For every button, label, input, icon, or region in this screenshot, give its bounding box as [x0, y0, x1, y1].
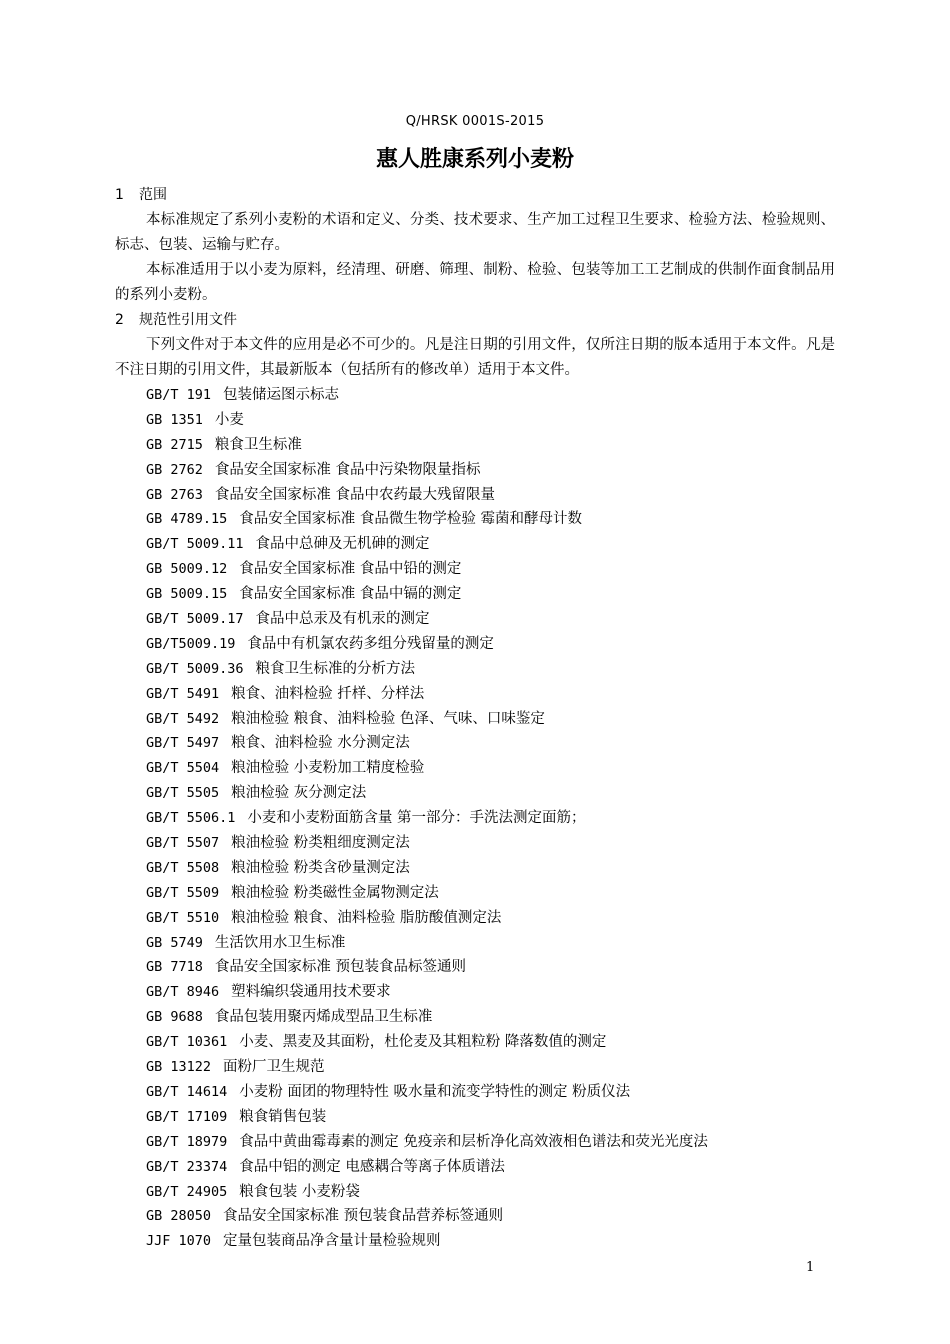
- reference-code: GB/T5009.19: [146, 635, 236, 652]
- reference-item: [115, 582, 835, 607]
- reference-name: 生活饮用水卫生标准: [214, 934, 346, 951]
- reference-code: GB/T 5009.11: [146, 536, 244, 553]
- reference-name: 食品安全国家标准 食品微生物学检验 霉菌和酵母计数: [239, 511, 582, 528]
- reference-code: GB/T 5509: [146, 884, 220, 901]
- reference-list: [115, 383, 835, 1254]
- document-code: Q/HRSK 0001S-2015: [405, 114, 545, 129]
- reference-name: 粮食、油料检验 扦样、分样法: [231, 685, 425, 702]
- reference-item: [115, 931, 835, 956]
- paragraph: 本标准适用于以小麦为原料，经清理、研磨、筛理、制粉、检验、包装等加工工艺制成的供制作面食制品用的系列小麦粉。: [115, 262, 835, 303]
- reference-name: 食品安全国家标准 食品中镉的测定: [239, 586, 462, 603]
- reference-code: GB/T 5009.17: [146, 611, 244, 628]
- reference-name: 食品中铝的测定 电感耦合等离子体质谱法: [239, 1158, 505, 1175]
- reference-name: 食品中有机氯农药多组分残留量的测定: [247, 635, 494, 652]
- document-body: [115, 183, 835, 1254]
- reference-item: [115, 881, 835, 906]
- reference-name: 食品安全国家标准 食品中污染物限量指标: [214, 461, 481, 478]
- reference-code: GB 7718: [146, 959, 203, 976]
- reference-item: [115, 1180, 835, 1205]
- reference-item: [115, 980, 835, 1005]
- reference-code: GB/T 10361: [146, 1034, 228, 1051]
- reference-item: [115, 483, 835, 508]
- reference-code: GB 28050: [146, 1208, 212, 1225]
- reference-code: GB/T 14614: [146, 1083, 228, 1100]
- section-title: 规范性引用文件: [139, 312, 237, 328]
- document-title: 惠人胜康系列小麦粉: [375, 147, 574, 172]
- reference-item: [115, 408, 835, 433]
- reference-name: 小麦粉 面团的物理特性 吸水量和流变学特性的测定 粉质仪法: [239, 1083, 631, 1100]
- reference-code: GB/T 5510: [146, 909, 220, 926]
- reference-code: GB 5749: [146, 934, 203, 951]
- reference-name: 粮食、油料检验 水分测定法: [231, 735, 410, 752]
- reference-name: 食品安全国家标准 预包装食品标签通则: [214, 959, 467, 976]
- reference-code: GB/T 5009.36: [146, 660, 244, 677]
- reference-name: 包装储运图示标志: [223, 387, 340, 403]
- reference-code: GB/T 5492: [146, 710, 220, 727]
- reference-code: JJF 1070: [146, 1233, 212, 1250]
- reference-item: [115, 1204, 835, 1229]
- reference-name: 粮食包装 小麦粉袋: [239, 1183, 360, 1200]
- reference-name: 食品包装用聚丙烯成型品卫生标准: [214, 1009, 433, 1026]
- reference-code: GB/T 5504: [146, 760, 220, 777]
- section-heading-scope: [115, 183, 835, 208]
- reference-name: 粮食销售包装: [239, 1108, 327, 1125]
- reference-code: GB/T 24905: [146, 1183, 228, 1200]
- reference-code: GB 9688: [146, 1009, 203, 1026]
- reference-item: [115, 657, 835, 682]
- reference-item: [115, 856, 835, 881]
- reference-name: 小麦: [214, 411, 244, 428]
- reference-code: GB 13122: [146, 1059, 212, 1076]
- reference-code: GB/T 5505: [146, 785, 220, 802]
- reference-name: 粮食卫生标准的分析方法: [255, 660, 416, 677]
- reference-name: 食品中总汞及有机汞的测定: [255, 611, 430, 628]
- reference-item: [115, 1005, 835, 1030]
- reference-name: 食品安全国家标准 食品中农药最大残留限量: [214, 486, 496, 503]
- reference-name: 小麦和小麦粉面筋含量 第一部分：手洗法测定面筋；: [247, 810, 586, 827]
- reference-item: [115, 731, 835, 756]
- reference-name: 小麦、黑麦及其面粉，杜伦麦及其粗粒粉 降落数值的测定: [239, 1034, 607, 1051]
- reference-item: [115, 1229, 835, 1254]
- reference-item: [115, 1080, 835, 1105]
- reference-code: GB 2763: [146, 486, 203, 503]
- reference-name: 粮食卫生标准: [214, 436, 302, 453]
- reference-item: [115, 806, 835, 831]
- reference-item: [115, 707, 835, 732]
- reference-item: [115, 682, 835, 707]
- reference-item: [115, 557, 835, 582]
- reference-item: [115, 383, 835, 408]
- reference-code: GB/T 5497: [146, 735, 220, 752]
- reference-name: 粮油检验 粮食、油料检验 色泽、气味、口味鉴定: [231, 710, 545, 727]
- reference-code: GB 2715: [146, 436, 203, 453]
- reference-code: GB/T 18979: [146, 1133, 228, 1150]
- reference-name: 塑料编织袋通用技术要求: [231, 984, 391, 1001]
- reference-item: [115, 607, 835, 632]
- reference-code: GB/T 5508: [146, 859, 220, 876]
- reference-item: [115, 632, 835, 657]
- reference-name: 食品中总砷及无机砷的测定: [255, 536, 430, 553]
- reference-name: 粮油检验 灰分测定法: [231, 785, 367, 802]
- reference-name: 粮油检验 小麦粉加工精度检验: [231, 760, 425, 777]
- reference-code: GB 4789.15: [146, 511, 228, 528]
- reference-code: GB 5009.12: [146, 561, 228, 578]
- reference-code: GB/T 5506.1: [146, 810, 236, 827]
- reference-code: GB 1351: [146, 411, 203, 428]
- reference-name: 粮油检验 粮食、油料检验 脂肪酸值测定法: [231, 909, 502, 926]
- reference-name: 面粉厂卫生规范: [223, 1059, 325, 1076]
- reference-name: 食品中黄曲霉毒素的测定 免疫亲和层析净化高效液相色谱法和荧光光度法: [239, 1133, 708, 1150]
- reference-code: GB/T 23374: [146, 1158, 228, 1175]
- reference-item: [115, 1030, 835, 1055]
- paragraph: 下列文件对于本文件的应用是必不可少的。凡是注日期的引用文件，仅所注日期的版本适用于本文件。凡是不注日期的引用文件，其最新版本（包括所有的修改单）适用于本文件。: [115, 337, 835, 378]
- reference-item: [115, 532, 835, 557]
- reference-name: 定量包装商品净含量计量检验规则: [223, 1233, 441, 1250]
- page-number: 1: [806, 1260, 815, 1275]
- reference-name: 粮油检验 粉类粗细度测定法: [231, 835, 410, 852]
- reference-code: GB/T 5507: [146, 835, 220, 852]
- reference-code: GB/T 191: [146, 387, 212, 403]
- reference-name: 食品安全国家标准 预包装食品营养标签通则: [223, 1208, 504, 1225]
- section-heading-normative-references: [115, 308, 835, 333]
- section-number: 1: [115, 187, 124, 203]
- paragraph: 本标准规定了系列小麦粉的术语和定义、分类、技术要求、生产加工过程卫生要求、检验方法、检验规则、标志、包装、运输与贮存。: [115, 212, 835, 253]
- reference-code: GB/T 8946: [146, 984, 220, 1001]
- reference-item: [115, 433, 835, 458]
- reference-code: GB/T 17109: [146, 1108, 228, 1125]
- reference-code: GB 2762: [146, 461, 203, 478]
- reference-item: [115, 507, 835, 532]
- reference-name: 粮油检验 粉类磁性金属物测定法: [231, 884, 439, 901]
- reference-item: [115, 781, 835, 806]
- section-title: 范围: [139, 187, 167, 203]
- reference-item: [115, 1155, 835, 1180]
- reference-item: [115, 955, 835, 980]
- reference-item: [115, 756, 835, 781]
- reference-code: GB/T 5491: [146, 685, 220, 702]
- reference-item: [115, 831, 835, 856]
- reference-name: 食品安全国家标准 食品中铅的测定: [239, 561, 462, 578]
- reference-name: 粮油检验 粉类含砂量测定法: [231, 859, 410, 876]
- reference-item: [115, 1055, 835, 1080]
- section-number: 2: [115, 312, 124, 328]
- reference-item: [115, 458, 835, 483]
- reference-item: [115, 906, 835, 931]
- reference-item: [115, 1130, 835, 1155]
- reference-item: [115, 1105, 835, 1130]
- reference-code: GB 5009.15: [146, 586, 228, 603]
